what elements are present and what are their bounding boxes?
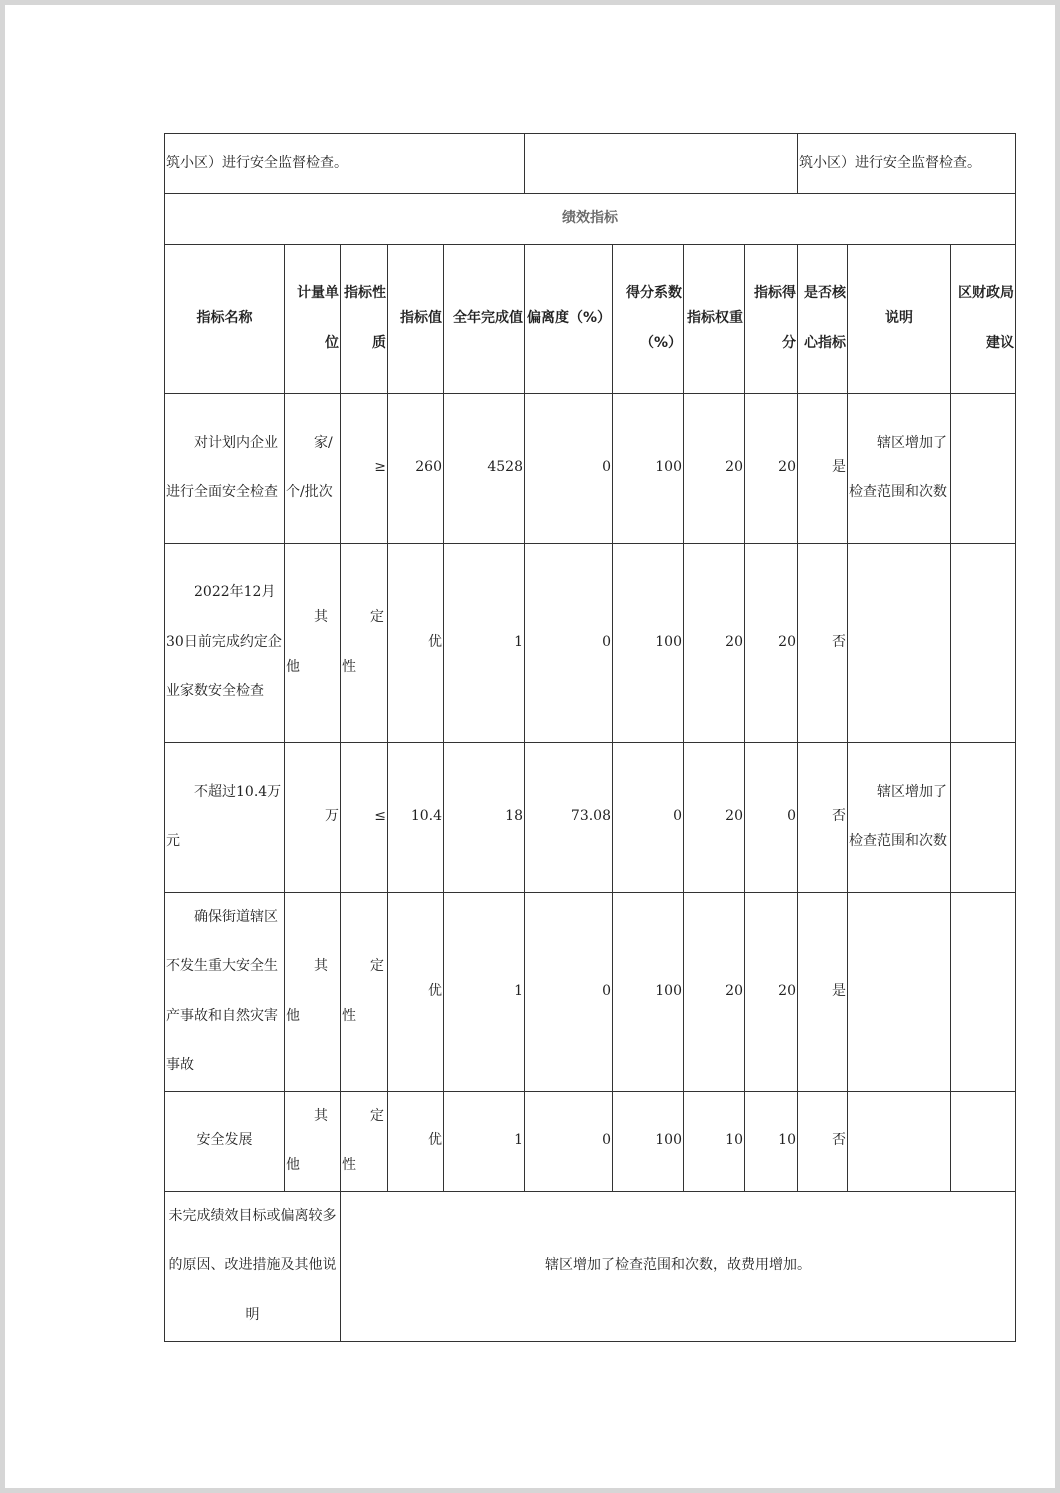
indicator-nature: ≥ (341, 393, 388, 543)
header-nature: 指标性质 (341, 244, 388, 393)
indicator-unit: 家/个/批次 (285, 393, 341, 543)
indicator-deviation: 0 (525, 393, 613, 543)
table-row (165, 543, 1016, 742)
indicator-name: 对计划内企业进行全面安全检查 (165, 393, 285, 543)
indicator-weight: 10 (684, 1091, 745, 1191)
continuation-right: 筑小区）进行安全监督检查。 (798, 134, 1016, 194)
table-row (165, 892, 1016, 1091)
footer-label: 未完成绩效目标或偏离较多的原因、改进措施及其他说明 (165, 1191, 341, 1341)
indicator-note (848, 543, 951, 742)
indicator-deviation: 0 (525, 1091, 613, 1191)
indicator-deviation: 0 (525, 543, 613, 742)
performance-table (164, 133, 1016, 1342)
table-row (165, 742, 1016, 892)
indicator-core: 是 (798, 892, 848, 1091)
indicator-note: 辖区增加了检查范围和次数 (848, 742, 951, 892)
indicator-score: 0 (745, 742, 798, 892)
table-row (165, 393, 1016, 543)
section-title-row (165, 194, 1016, 245)
indicator-actual: 18 (444, 742, 525, 892)
indicator-weight: 20 (684, 543, 745, 742)
indicator-deviation: 73.08 (525, 742, 613, 892)
indicator-coef: 100 (613, 1091, 684, 1191)
footer-row (165, 1191, 1016, 1341)
header-note: 说明 (848, 244, 951, 393)
indicator-nature: ≤ (341, 742, 388, 892)
header-name: 指标名称 (165, 244, 285, 393)
indicator-unit: 万 (285, 742, 341, 892)
indicator-note (848, 1091, 951, 1191)
indicator-note (848, 892, 951, 1091)
indicator-name: 不超过10.4万元 (165, 742, 285, 892)
header-weight: 指标权重 (684, 244, 745, 393)
header-row (165, 244, 1016, 393)
header-coef: 得分系数（%） (613, 244, 684, 393)
indicator-nature: 定性 (341, 892, 388, 1091)
indicator-core: 否 (798, 742, 848, 892)
indicator-advice (951, 892, 1016, 1091)
indicator-actual: 1 (444, 1091, 525, 1191)
header-deviation: 偏离度（%） (525, 244, 613, 393)
indicator-actual: 4528 (444, 393, 525, 543)
indicator-coef: 100 (613, 892, 684, 1091)
indicator-name: 确保街道辖区不发生重大安全生产事故和自然灾害事故 (165, 892, 285, 1091)
section-title: 绩效指标 (165, 194, 1016, 245)
continuation-middle (525, 134, 798, 194)
indicator-actual: 1 (444, 543, 525, 742)
indicator-coef: 100 (613, 393, 684, 543)
indicator-advice (951, 1091, 1016, 1191)
header-advice: 区财政局建议 (951, 244, 1016, 393)
indicator-score: 20 (745, 393, 798, 543)
indicator-unit: 其他 (285, 543, 341, 742)
indicator-coef: 100 (613, 543, 684, 742)
indicator-name: 安全发展 (165, 1091, 285, 1191)
continuation-row (165, 134, 1016, 194)
indicator-actual: 1 (444, 892, 525, 1091)
indicator-target: 优 (388, 892, 444, 1091)
table-row (165, 1091, 1016, 1191)
footer-text: 辖区增加了检查范围和次数，故费用增加。 (341, 1191, 1016, 1341)
indicator-score: 10 (745, 1091, 798, 1191)
indicator-coef: 0 (613, 742, 684, 892)
indicator-advice (951, 543, 1016, 742)
indicator-name: 2022年12月30日前完成约定企业家数安全检查 (165, 543, 285, 742)
indicator-advice (951, 393, 1016, 543)
indicator-target: 优 (388, 543, 444, 742)
indicator-core: 否 (798, 543, 848, 742)
indicator-score: 20 (745, 892, 798, 1091)
indicator-core: 否 (798, 1091, 848, 1191)
indicator-core: 是 (798, 393, 848, 543)
indicator-weight: 20 (684, 393, 745, 543)
indicator-target: 10.4 (388, 742, 444, 892)
document-page (5, 5, 1055, 1488)
indicator-weight: 20 (684, 742, 745, 892)
indicator-unit: 其他 (285, 1091, 341, 1191)
indicator-score: 20 (745, 543, 798, 742)
indicator-advice (951, 742, 1016, 892)
header-unit: 计量单位 (285, 244, 341, 393)
header-actual: 全年完成值 (444, 244, 525, 393)
indicator-target: 260 (388, 393, 444, 543)
continuation-left: 筑小区）进行安全监督检查。 (165, 134, 525, 194)
indicator-weight: 20 (684, 892, 745, 1091)
header-target: 指标值 (388, 244, 444, 393)
indicator-unit: 其他 (285, 892, 341, 1091)
indicator-nature: 定性 (341, 1091, 388, 1191)
header-core: 是否核心指标 (798, 244, 848, 393)
indicator-target: 优 (388, 1091, 444, 1191)
indicator-nature: 定性 (341, 543, 388, 742)
indicator-deviation: 0 (525, 892, 613, 1091)
indicator-note: 辖区增加了检查范围和次数 (848, 393, 951, 543)
header-score: 指标得分 (745, 244, 798, 393)
